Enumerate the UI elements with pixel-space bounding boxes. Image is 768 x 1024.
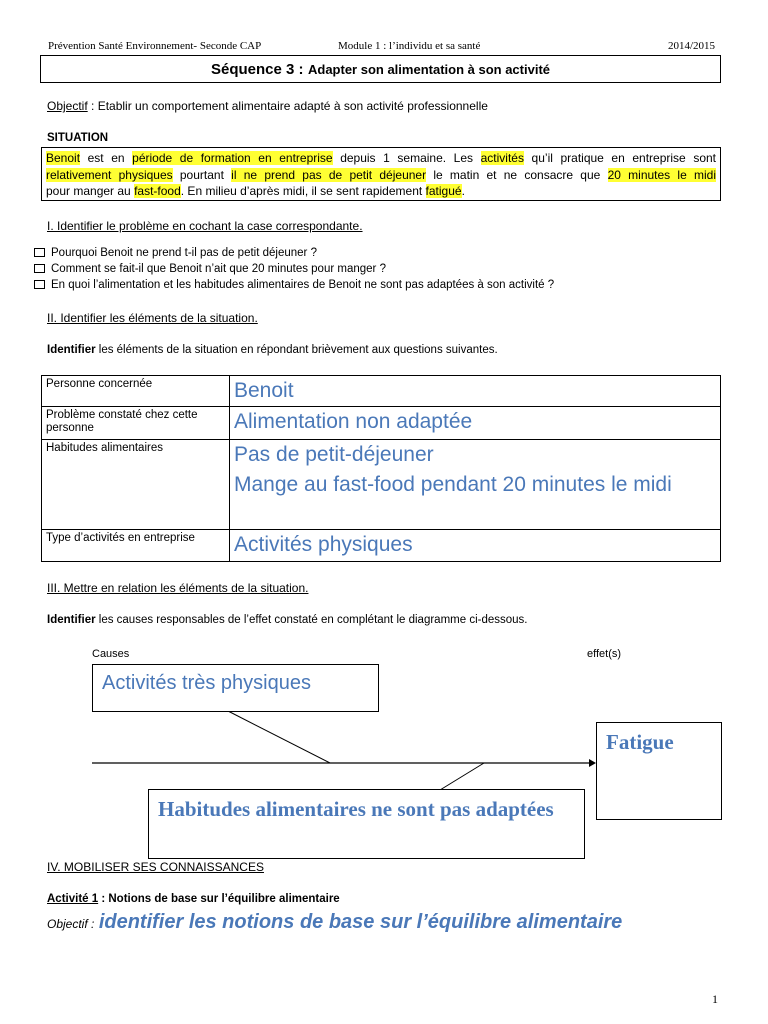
effect-box[interactable] — [596, 722, 722, 820]
situation-line-3: pour manger au fast-food. En milieu d’après midi, il se sent rapidement fatigué. — [46, 184, 465, 198]
cause2-branch — [440, 763, 484, 790]
page-title: Adapter son alimentation à son activité — [308, 62, 550, 77]
table-row: Habitudes alimentaires Pas de petit-déjeuner Mange au fast-food pendant 20 minutes le midi — [42, 440, 721, 530]
situation-heading: SITUATION — [47, 132, 109, 144]
objective-text: : Etablir un comportement alimentaire adapté à son activité professionnelle — [87, 99, 488, 113]
objective-label: Objectif — [47, 99, 88, 113]
section2-title: II. Identifier les éléments de la situation. — [47, 311, 258, 325]
header-left: Prévention Santé Environnement- Seconde CAP — [48, 40, 262, 52]
option-1: Pourquoi Benoit ne prend t-il pas de petit déjeuner ? — [34, 245, 554, 261]
cause1-box[interactable] — [92, 664, 379, 712]
header-right: 2014/2015 — [668, 40, 716, 52]
page-number: 1 — [712, 992, 718, 1006]
effect-text: Fatigue — [606, 730, 674, 754]
title-prefix: Séquence 3 : — [211, 61, 304, 78]
section1-title: I. Identifier le problème en cochant la case correspondante. — [47, 219, 363, 233]
cause1-text: Activités très physiques — [102, 672, 311, 694]
objective-answer[interactable]: identifier les notions de base sur l’équilibre alimentaire — [98, 911, 623, 933]
activity-line: Activité 1 : Notions de base sur l’équilibre alimentaire — [47, 893, 340, 905]
activity-objective: Objectif : identifier les notions de base sur l’équilibre alimentaire — [47, 911, 623, 933]
effects-label: effet(s) — [587, 648, 622, 660]
option-2: Comment se fait-il que Benoit n’ait que 20 minutes pour manger ? — [34, 261, 554, 277]
section3-instruction: Identifier les causes responsables de l’effet constaté en complétant le diagramme ci-dessous. — [47, 614, 528, 626]
table-row: Personne concernée Benoit — [42, 376, 721, 407]
cause1-branch — [228, 711, 330, 763]
option-3: En quoi l’alimentation et les habitudes alimentaires de Benoit ne sont pas adaptées à son activité ? — [34, 277, 554, 293]
situation-line-2: relativement physiques pourtant il ne prend pas de petit déjeuner le matin et ne consacre que 20 minutes le midi — [46, 167, 717, 182]
section3-title: III. Mettre en relation les éléments de la situation. — [47, 581, 309, 595]
section4-title: IV. MOBILISER SES CONNAISSANCES — [47, 860, 264, 874]
situation-line-1: Benoit est en période de formation en entreprise depuis 1 semaine. Les activités qu’il pratique en entreprise sont — [46, 151, 716, 165]
table-row: Type d’activités en entreprise Activités physiques — [42, 530, 721, 562]
cause2-box[interactable] — [148, 789, 585, 859]
table-row: Problème constaté chez cette personne Alimentation non adaptée — [42, 407, 721, 440]
arrow-head-icon — [589, 759, 596, 767]
section2-instruction: Identifier les éléments de la situation en répondant brièvement aux questions suivantes. — [47, 344, 498, 356]
header-center: Module 1 : l’individu et sa santé — [338, 40, 481, 52]
causes-label: Causes — [92, 648, 130, 660]
cause2-text: Habitudes alimentaires ne sont pas adaptées — [158, 797, 554, 821]
